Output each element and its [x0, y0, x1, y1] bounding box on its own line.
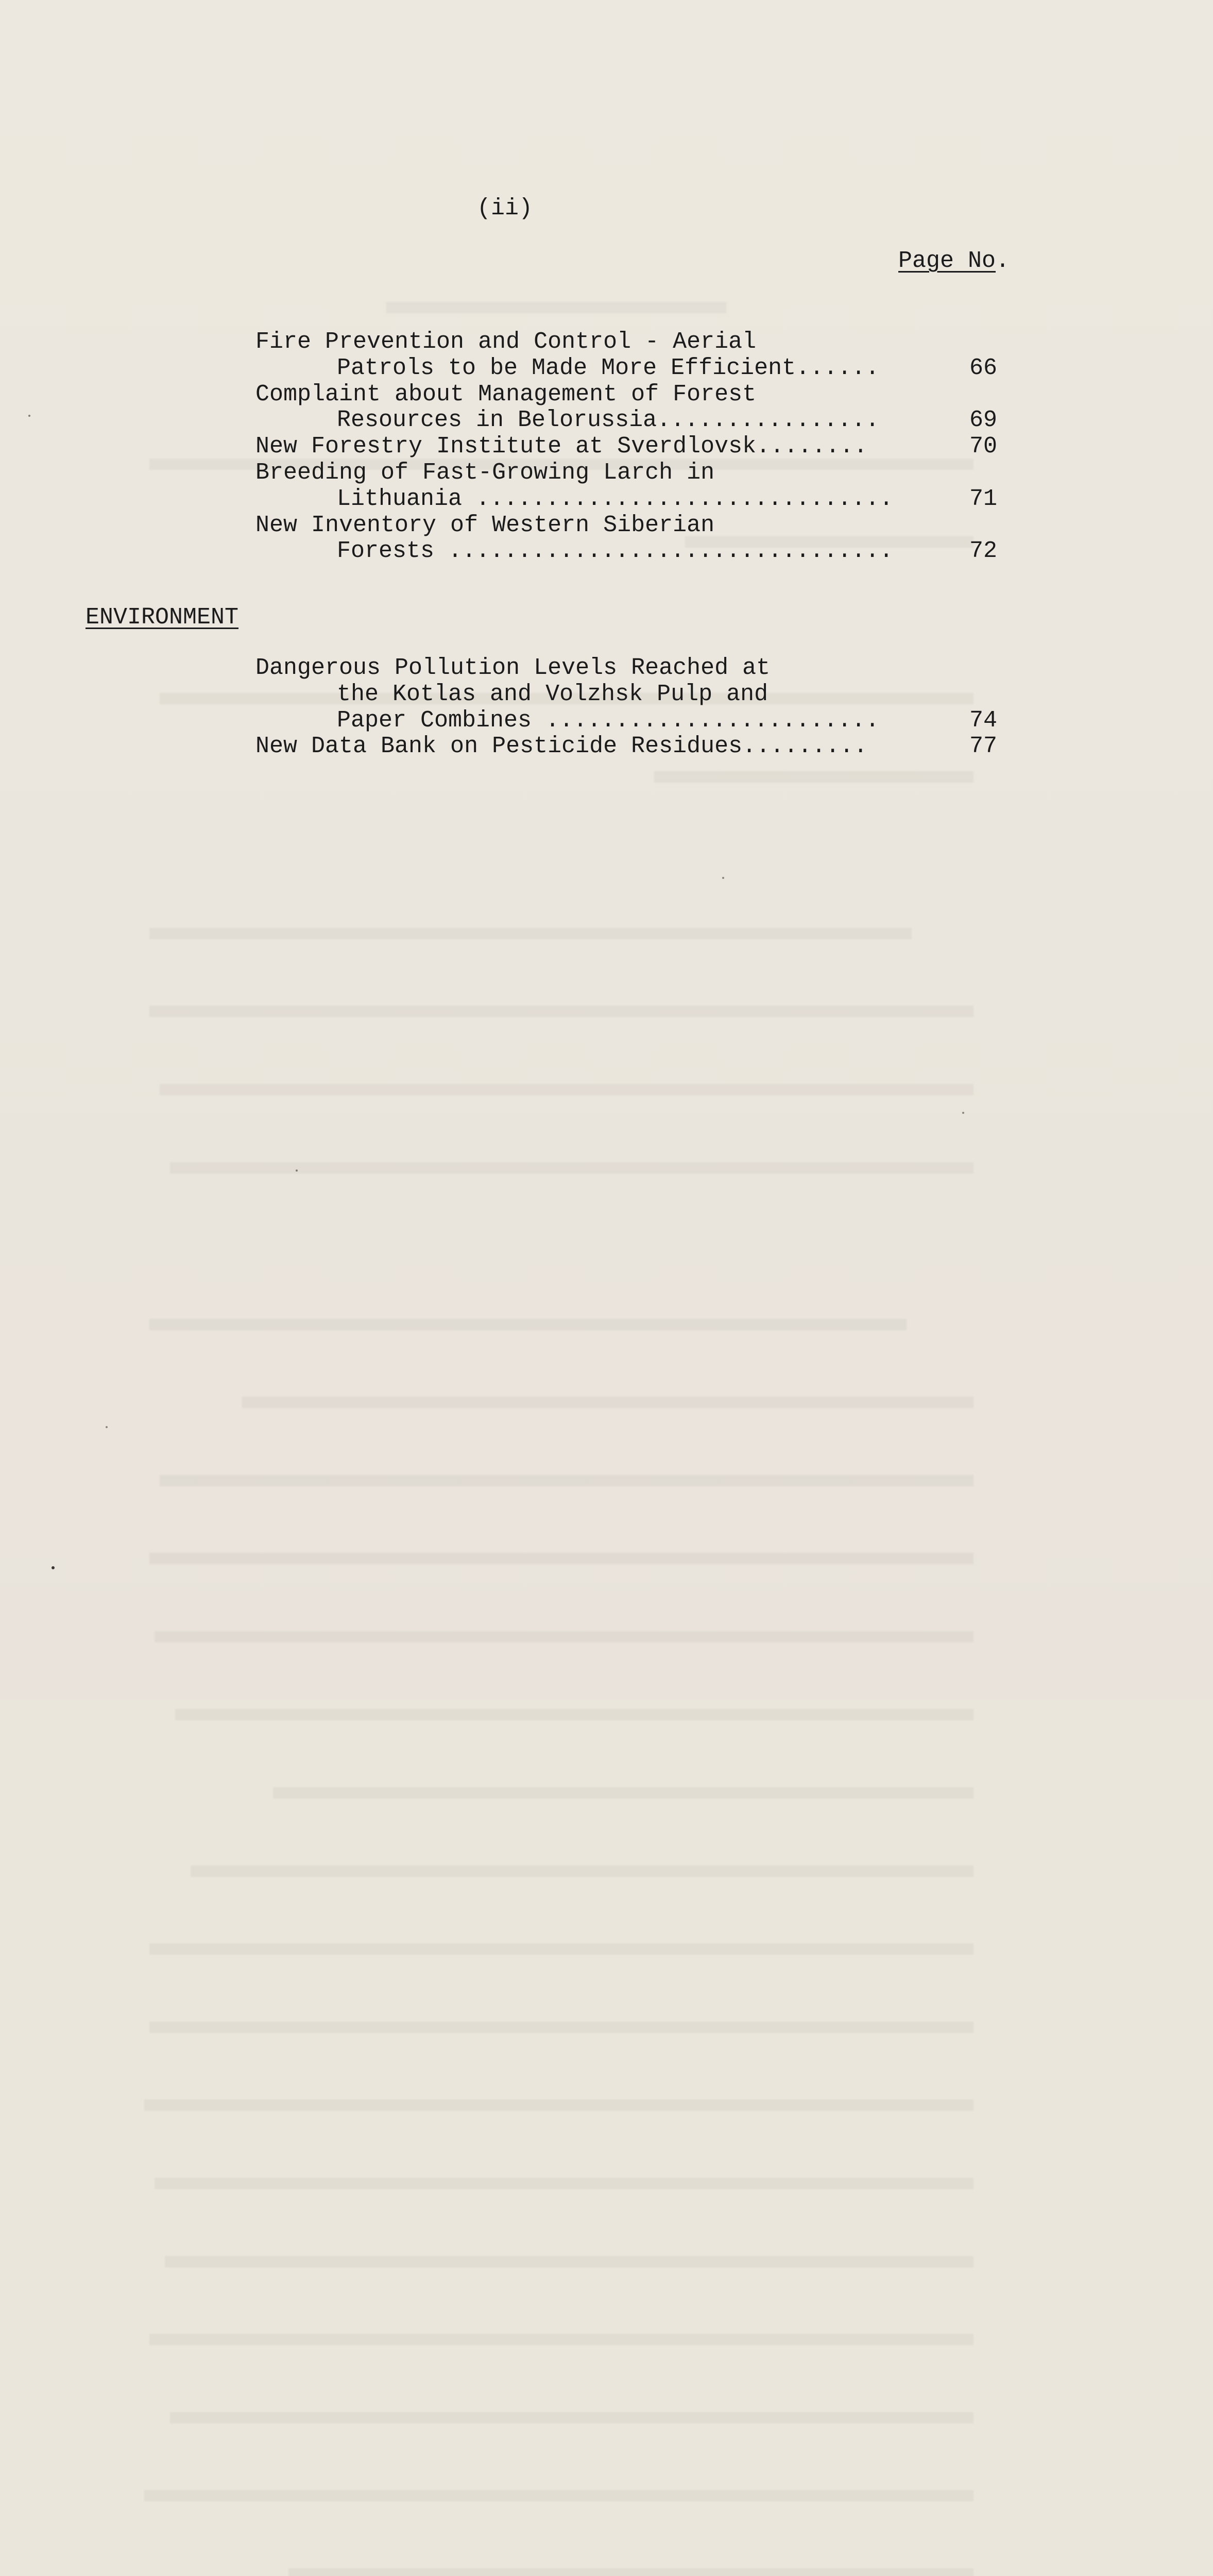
toc-entry-continuation-line — [255, 355, 997, 382]
scan-speck — [296, 1170, 298, 1172]
page-no-period: . — [996, 248, 1010, 274]
toc-entry-text: Dangerous Pollution Levels Reached at — [255, 655, 771, 681]
toc-entry-text: Breeding of Fast-Growing Larch in — [255, 459, 715, 486]
toc-entry — [255, 655, 997, 734]
toc-entry-continuation-line — [255, 708, 997, 734]
toc-entry-text: Forests ................................ — [337, 538, 894, 565]
toc-entry-title-line — [255, 382, 997, 408]
toc-entry-title-line — [255, 655, 997, 682]
toc-entry-text: Fire Prevention and Control - Aerial — [255, 329, 757, 355]
toc-entry-title-line — [255, 460, 997, 486]
toc-entry-page-number: 71 — [969, 485, 997, 512]
scan-speck — [106, 1426, 108, 1428]
toc-entry-continuation-line — [255, 538, 997, 565]
toc-entry-title-line — [255, 513, 997, 539]
scan-speck — [28, 415, 30, 417]
page-no-label: Page No — [898, 248, 996, 274]
toc-entry-page-number: 77 — [969, 733, 997, 760]
toc-entry-text: the Kotlas and Volzhsk Pulp and — [337, 681, 768, 707]
toc-entry-continuation-line — [255, 408, 997, 434]
toc-entry — [255, 460, 997, 513]
page-number-marker: (ii) — [477, 195, 533, 222]
toc-entry-page-number: 66 — [969, 354, 997, 381]
toc-entry-text: Complaint about Management of Forest — [255, 381, 757, 408]
toc-entry-title-line — [255, 734, 997, 760]
scan-speck — [722, 877, 724, 879]
toc-entry-continuation-line — [255, 682, 997, 708]
toc-entry-page-number: 69 — [969, 407, 997, 434]
toc-entry-text: New Inventory of Western Siberian — [255, 512, 715, 538]
toc-entry — [255, 434, 997, 460]
toc-entry-text: Resources in Belorussia................ — [337, 407, 880, 434]
toc-entry-title-line — [255, 329, 997, 355]
toc-entry — [255, 734, 997, 760]
page-no-column-header — [898, 248, 1010, 274]
toc-entry — [255, 382, 997, 434]
toc-entry — [255, 329, 997, 382]
toc-entry-text: New Forestry Institute at Sverdlovsk........ — [255, 433, 868, 460]
section-heading-environment: ENVIRONMENT — [86, 604, 239, 631]
toc-entry-page-number: 74 — [969, 707, 997, 734]
scan-speck — [52, 1566, 55, 1569]
toc-entry-text: Paper Combines ........................ — [337, 707, 880, 734]
toc-entry-title-line — [255, 434, 997, 460]
toc-entry-page-number: 72 — [969, 538, 997, 565]
toc-entry-text: New Data Bank on Pesticide Residues......... — [255, 733, 868, 760]
toc-group-environment — [255, 655, 997, 760]
toc-group-forestry — [255, 329, 997, 565]
toc-entry — [255, 513, 997, 565]
toc-entry-continuation-line — [255, 486, 997, 513]
toc-entry-page-number: 70 — [969, 433, 997, 460]
toc-entry-text: Patrols to be Made More Efficient...... — [337, 354, 880, 381]
scan-speck — [962, 1112, 964, 1114]
toc-entry-text: Lithuania .............................. — [337, 485, 894, 512]
